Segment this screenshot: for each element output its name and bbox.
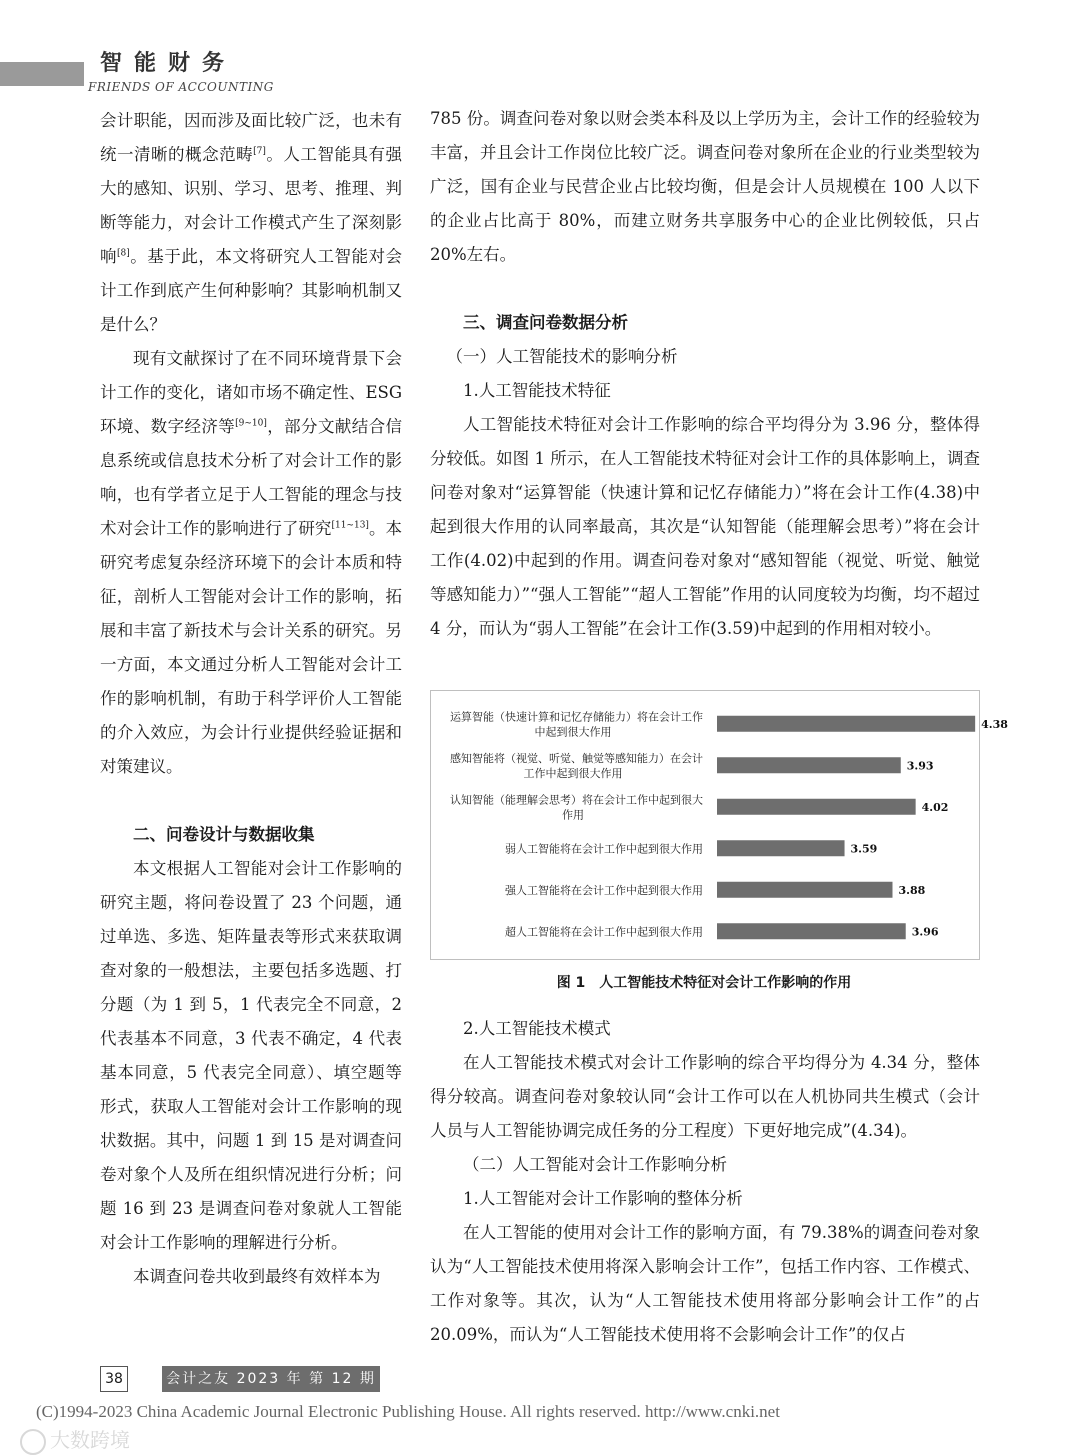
watermark bbox=[20, 1424, 130, 1455]
category-label: 作用 bbox=[562, 808, 584, 822]
left-paragraph-4: 本调查问卷共收到最终有效样本为 bbox=[133, 1267, 381, 1286]
watermark-logo-icon bbox=[20, 1429, 46, 1455]
bar bbox=[717, 799, 916, 815]
subsection-1: （一）人工智能技术的影响分析 bbox=[446, 347, 678, 366]
category-label: 弱人工智能将在会计工作中起到很大作用 bbox=[505, 842, 703, 856]
right-column bbox=[430, 102, 980, 646]
copyright-line: (C)1994-2023 China Academic Journal Electronic Publishing House. All rights reserved. http://www.cnki.net bbox=[36, 1402, 780, 1421]
category-label: 中起到很大作用 bbox=[534, 725, 612, 739]
left-paragraph-1: 会计职能，因而涉及面比较广泛，也未有统一清晰的概念范畴[7]。人工智能具有强大的感知、识别、学习、思考、推理、判断等能力，对会计工作模式产生了深刻影响[8]。基于此，本文将研究人工智能对会计工作到底产生何种影响？其影响机制又是什么？ bbox=[100, 111, 403, 334]
right-column-lower bbox=[430, 1012, 980, 1352]
subsection-1-1: 1.人工智能技术特征 bbox=[463, 381, 611, 400]
journal-section-title: 智能财务 bbox=[100, 50, 237, 76]
journal-issue: 会计之友 2023 年 第 12 期 bbox=[162, 1366, 380, 1392]
value-label: 3.93 bbox=[906, 759, 934, 773]
category-label: 运算智能（快速计算和记忆存储能力）将在会计工作 bbox=[450, 710, 703, 724]
right-paragraph-4: 在人工智能的使用对会计工作的影响方面，有 79.38%的调查问卷对象认为“人工智能技术使用将深入影响会计工作”，包括工作内容、工作模式、工作对象等。其次，认为“人工智能技术使用将部分影响会计工作”的占 20.09%，而认为“人工智能技术使用将不会影响会计工作”的仅占 bbox=[430, 1223, 980, 1344]
right-paragraph-2: 人工智能技术特征对会计工作影响的综合平均得分为 3.96 分，整体得分较低。如图 1 所示，在人工智能技术特征对会计工作的具体影响上，调查问卷对象对“运算智能（快速计算和记忆存储能力）”将在会计工作(4.38)中起到很大作用的认同率最高，其次是“认知智能（能理解会思考）”将在会计工作(4.02)中起到的作用。调查问卷对象对“感知智能（视觉、听觉、触觉等感知能力）”“强人工智能”“超人工智能”作用的认同度较为均衡，均不超过 4 分，而认为“弱人工智能”在会计工作(3.59)中起到的作用相对较小。 bbox=[430, 415, 980, 638]
value-label: 3.59 bbox=[850, 842, 878, 856]
bar bbox=[717, 882, 892, 898]
section-heading-2: 二、问卷设计与数据收集 bbox=[133, 825, 315, 844]
value-label: 4.02 bbox=[921, 800, 949, 814]
left-paragraph-2: 现有文献探讨了在不同环境背景下会计工作的变化，诸如市场不确定性、ESG 环境、数字经济等[9~10]，部分文献结合信息系统或信息技术分析了对会计工作的影响，也有学者立足于人工智能的理念与技术对会计工作的影响进行了研究[11~13]。本研究考虑复杂经济环境下的会计本质和特征，剖析人工智能对会计工作的影响，拓展和丰富了新技术与会计关系的研究。另一方面，本文通过分析人工智能对会计工作的影响机制，有助于科学评价人工智能的介入效应，为会计行业提供经验证据和对策建议。 bbox=[100, 349, 403, 776]
right-paragraph-3: 在人工智能技术模式对会计工作影响的综合平均得分为 4.34 分，整体得分较高。调查问卷对象较认同“会计工作可以在人机协同共生模式（会计人员与人工智能协调完成任务的分工程度）下更好地完成”(4.34)。 bbox=[430, 1053, 980, 1140]
category-label: 感知智能将（视觉、听觉、触觉等感知能力）在会计 bbox=[450, 751, 703, 765]
value-label: 3.96 bbox=[911, 925, 939, 939]
bar bbox=[717, 840, 845, 856]
category-label: 认知智能（能理解会思考）将在会计工作中起到很大 bbox=[450, 793, 703, 807]
bar-chart bbox=[431, 691, 1008, 959]
category-label: 工作中起到很大作用 bbox=[523, 766, 623, 780]
watermark-text: 大数跨境 bbox=[50, 1428, 130, 1452]
category-label: 强人工智能将在会计工作中起到很大作用 bbox=[505, 883, 703, 897]
section-heading-3: 三、调查问卷数据分析 bbox=[463, 313, 628, 332]
journal-section-subtitle: FRIENDS OF ACCOUNTING bbox=[88, 80, 274, 94]
subsection-2: （二）人工智能对会计工作影响分析 bbox=[463, 1155, 727, 1174]
bar bbox=[717, 757, 901, 773]
value-label: 3.88 bbox=[898, 883, 926, 897]
header-bar bbox=[0, 62, 84, 86]
right-paragraph-1: 785 份。调查问卷对象以财会类本科及以上学历为主，会计工作的经验较为丰富，并且会计工作岗位比较广泛。调查问卷对象所在企业的行业类型较为广泛，国有企业与民营企业占比较均衡，但是会计人员规模在 100 人以下的企业占比高于 80%，而建立财务共享服务中心的企业比例较低，只占 20%左右。 bbox=[430, 109, 980, 264]
left-column bbox=[100, 104, 402, 1294]
subsection-1-2: 2.人工智能技术模式 bbox=[463, 1019, 611, 1038]
bar bbox=[717, 923, 906, 939]
page-number: 38 bbox=[100, 1366, 128, 1392]
figure-1-chart bbox=[430, 690, 1008, 960]
left-paragraph-3: 本文根据人工智能对会计工作影响的研究主题，将问卷设置了 23 个问题，通过单选、多选、矩阵量表等形式来获取调查对象的一般想法，主要包括多选题、打分题（为 1 到 5，1 代表完全不同意，2 代表基本不同意，3 代表不确定，4 代表基本同意，5 代表完全同意）、填空题等形式，获取人工智能对会计工作影响的现状数据。其中，问题 1 到 15 是对调查问卷对象个人及所在组织情况进行分析；问题 16 到 23 是调查问卷对象就人工智能对会计工作影响的理解进行分析。 bbox=[100, 859, 402, 1252]
bar bbox=[717, 716, 975, 732]
value-label: 4.38 bbox=[981, 717, 1008, 731]
category-label: 超人工智能将在会计工作中起到很大作用 bbox=[505, 925, 703, 939]
figure-caption: 图 1 人工智能技术特征对会计工作影响的作用 bbox=[556, 975, 852, 991]
subsection-2-1: 1.人工智能对会计工作影响的整体分析 bbox=[463, 1189, 743, 1208]
